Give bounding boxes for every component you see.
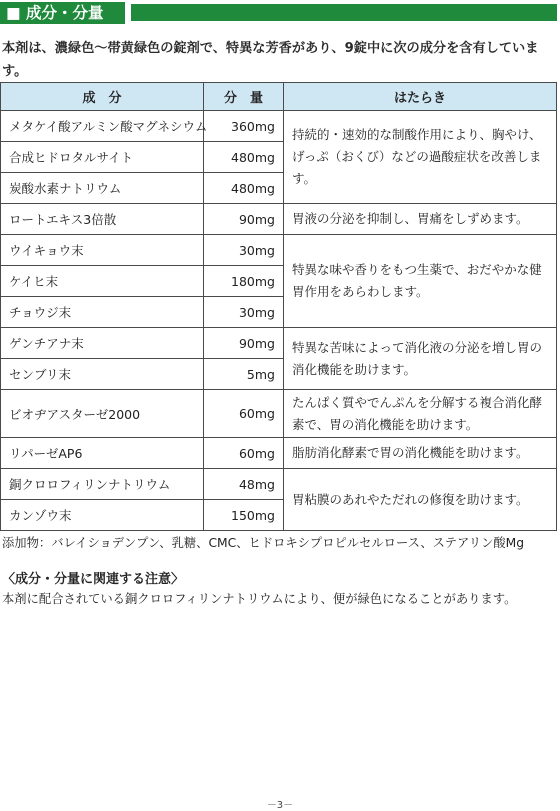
header-amount: 分 量 <box>204 83 284 111</box>
ingredient-amount: 480mg <box>204 142 284 173</box>
table-row <box>1 438 557 469</box>
ingredient-function: たんぱく質やでんぷんを分解する複合消化酵素で、胃の消化機能を助けます。 <box>284 390 557 438</box>
ingredient-name: ビオヂアスターゼ2000 <box>1 390 204 438</box>
ingredient-amount: 90mg <box>204 204 284 235</box>
ingredient-amount: 48mg <box>204 469 284 500</box>
page-number: －3－ <box>266 800 294 811</box>
note-title: 〈成分・分量に関連する注意〉 <box>2 572 185 587</box>
ingredient-function: 特異な苦味によって消化液の分泌を増し胃の消化機能を助けます。 <box>284 328 557 390</box>
ingredient-name: ロートエキス3倍散 <box>1 204 204 235</box>
ingredient-amount: 30mg <box>204 235 284 266</box>
table-row <box>1 204 557 235</box>
table-row <box>1 390 557 438</box>
table-row <box>1 111 557 142</box>
ingredient-amount: 150mg <box>204 500 284 531</box>
ingredient-function: 持続的・速効的な制酸作用により、胸やけ、げっぷ（おくび）などの過酸症状を改善します。 <box>284 111 557 204</box>
ingredient-amount: 60mg <box>204 438 284 469</box>
ingredient-name: チョウジ末 <box>1 297 204 328</box>
ingredient-name: ウイキョウ末 <box>1 235 204 266</box>
table-row <box>1 235 557 266</box>
ingredient-amount: 30mg <box>204 297 284 328</box>
header-name: 成 分 <box>1 83 204 111</box>
ingredient-amount: 5mg <box>204 359 284 390</box>
ingredient-name: 合成ヒドロタルサイト <box>1 142 204 173</box>
ingredient-name: カンゾウ末 <box>1 500 204 531</box>
ingredient-amount: 480mg <box>204 173 284 204</box>
ingredient-function: 胃粘膜のあれやただれの修復を助けます。 <box>284 469 557 531</box>
ingredient-name: 銅クロロフィリンナトリウム <box>1 469 204 500</box>
ingredient-name: ケイヒ末 <box>1 266 204 297</box>
ingredient-function: 特異な味や香りをもつ生薬で、おだやかな健胃作用をあらわします。 <box>284 235 557 328</box>
ingredient-name: 炭酸水素ナトリウム <box>1 173 204 204</box>
ingredient-amount: 60mg <box>204 390 284 438</box>
header-function: はたらき <box>284 83 557 111</box>
header-rule <box>131 4 557 21</box>
ingredient-name: センブリ末 <box>1 359 204 390</box>
ingredient-name: リパーゼAP6 <box>1 438 204 469</box>
ingredient-amount: 180mg <box>204 266 284 297</box>
ingredient-name: ゲンチアナ末 <box>1 328 204 359</box>
table-row <box>1 469 557 500</box>
ingredient-amount: 360mg <box>204 111 284 142</box>
ingredient-amount: 90mg <box>204 328 284 359</box>
note-body: 本剤に配合されている銅クロロフィリンナトリウムにより、便が緑色になることがあります。 <box>2 592 517 606</box>
additives-text: 添加物：バレイショデンプン、乳糖、CMC、ヒドロキシプロピルセルロース、ステアリン酸Mg <box>2 536 525 550</box>
section-header <box>0 2 560 24</box>
ingredient-function: 脂肪消化酵素で胃の消化機能を助けます。 <box>284 438 557 469</box>
table-header-row <box>1 83 557 111</box>
table-row <box>1 328 557 359</box>
ingredients-table <box>0 82 557 531</box>
intro-text: 本剤は、濃緑色～帯黄緑色の錠剤で、特異な芳香があり、9錠中に次の成分を含有しています。 <box>2 41 539 79</box>
ingredient-function: 胃液の分泌を抑制し、胃痛をしずめます。 <box>284 204 557 235</box>
section-title: ■ 成分・分量 <box>0 2 125 24</box>
ingredient-name: メタケイ酸アルミン酸マグネシウム <box>1 111 204 142</box>
